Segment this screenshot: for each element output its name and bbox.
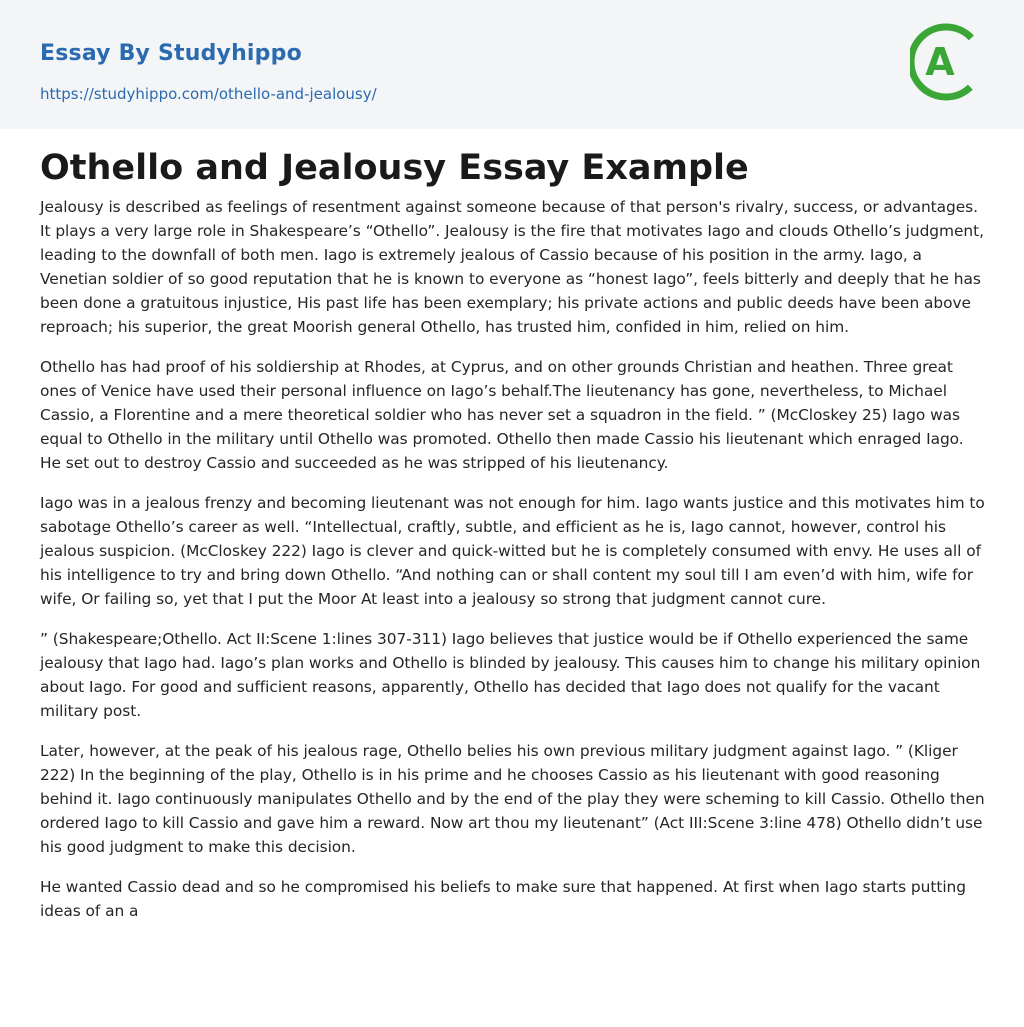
- article-paragraph: He wanted Cassio dead and so he compromised his beliefs to make sure that happened. At first when Iago starts putting ideas of an a: [40, 878, 966, 920]
- studyhippo-logo-icon[interactable]: [910, 18, 988, 106]
- article-paragraph: Iago was in a jealous frenzy and becoming lieutenant was not enough for him. Iago wants justice and this motivates him to sabotage Othello’s career as well. “Intellectual, craftly, subtle, and efficient as he is, Iago cannot, however, control his jealous suspicion. (McCloskey 222) Iago is clever and quick-witted but he is completely consumed with envy. He uses all of his intelligence to try and bring down Othello. “And nothing can or shall content my soul till I am even’d with him, wife for wife, Or failing so, yet that I put the Moor At least into a jealousy so strong that judgment cannot cure.: [40, 494, 985, 608]
- source-url-link[interactable]: https://studyhippo.com/othello-and-jealousy/: [40, 85, 377, 103]
- brand-title[interactable]: Essay By Studyhippo: [40, 41, 302, 66]
- logo-letter: A: [925, 40, 955, 84]
- site-header: [0, 0, 1024, 129]
- article-paragraph: ” (Shakespeare;Othello. Act II:Scene 1:lines 307-311) Iago believes that justice would be if Othello experienced the same jealousy that Iago had. Iago’s plan works and Othello is blinded by jealousy. This causes him to change his military opinion about Iago. For good and sufficient reasons, apparently, Othello has decided that Iago does not qualify for the vacant military post.: [40, 630, 981, 720]
- article-paragraph: Jealousy is described as feelings of resentment against someone because of that person's rivalry, success, or advantages. It plays a very large role in Shakespeare’s “Othello”. Jealousy is the fire that motivates Iago and clouds Othello’s judgment, leading to the downfall of both men. Iago is extremely jealous of Cassio because of his position in the army. Iago, a Venetian soldier of so good reputation that he is known to everyone as “honest Iago”, feels bitterly and deeply that he has been done a gratuitous injustice, His past life has been exemplary; his private actions and public deeds have been above reproach; his superior, the great Moorish general Othello, has trusted him, confided in him, relied on him.: [40, 198, 984, 336]
- article-paragraph: Later, however, at the peak of his jealous rage, Othello belies his own previous military judgment against Iago. ” (Kliger 222) In the beginning of the play, Othello is in his prime and he chooses Cassio as his lieutenant with good reasoning behind it. Iago continuously manipulates Othello and by the end of the play they were scheming to kill Cassio. Othello then ordered Iago to kill Cassio and gave him a reward. Now art thou my lieutenant” (Act III:Scene 3:line 478) Othello didn’t use his good judgment to make this decision.: [40, 742, 985, 856]
- article-body: [40, 195, 988, 939]
- page-title: Othello and Jealousy Essay Example: [40, 148, 749, 188]
- article-paragraph: Othello has had proof of his soldiership at Rhodes, at Cyprus, and on other grounds Christian and heathen. Three great ones of Venice have used their personal influence on Iago’s behalf.The lieutenancy has gone, nevertheless, to Michael Cassio, a Florentine and a mere theoretical soldier who has never set a squadron in the field. ” (McCloskey 25) Iago was equal to Othello in the military until Othello was promoted. Othello then made Cassio his lieutenant which enraged Iago. He set out to destroy Cassio and succeeded as he was stripped of his lieutenancy.: [40, 358, 964, 472]
